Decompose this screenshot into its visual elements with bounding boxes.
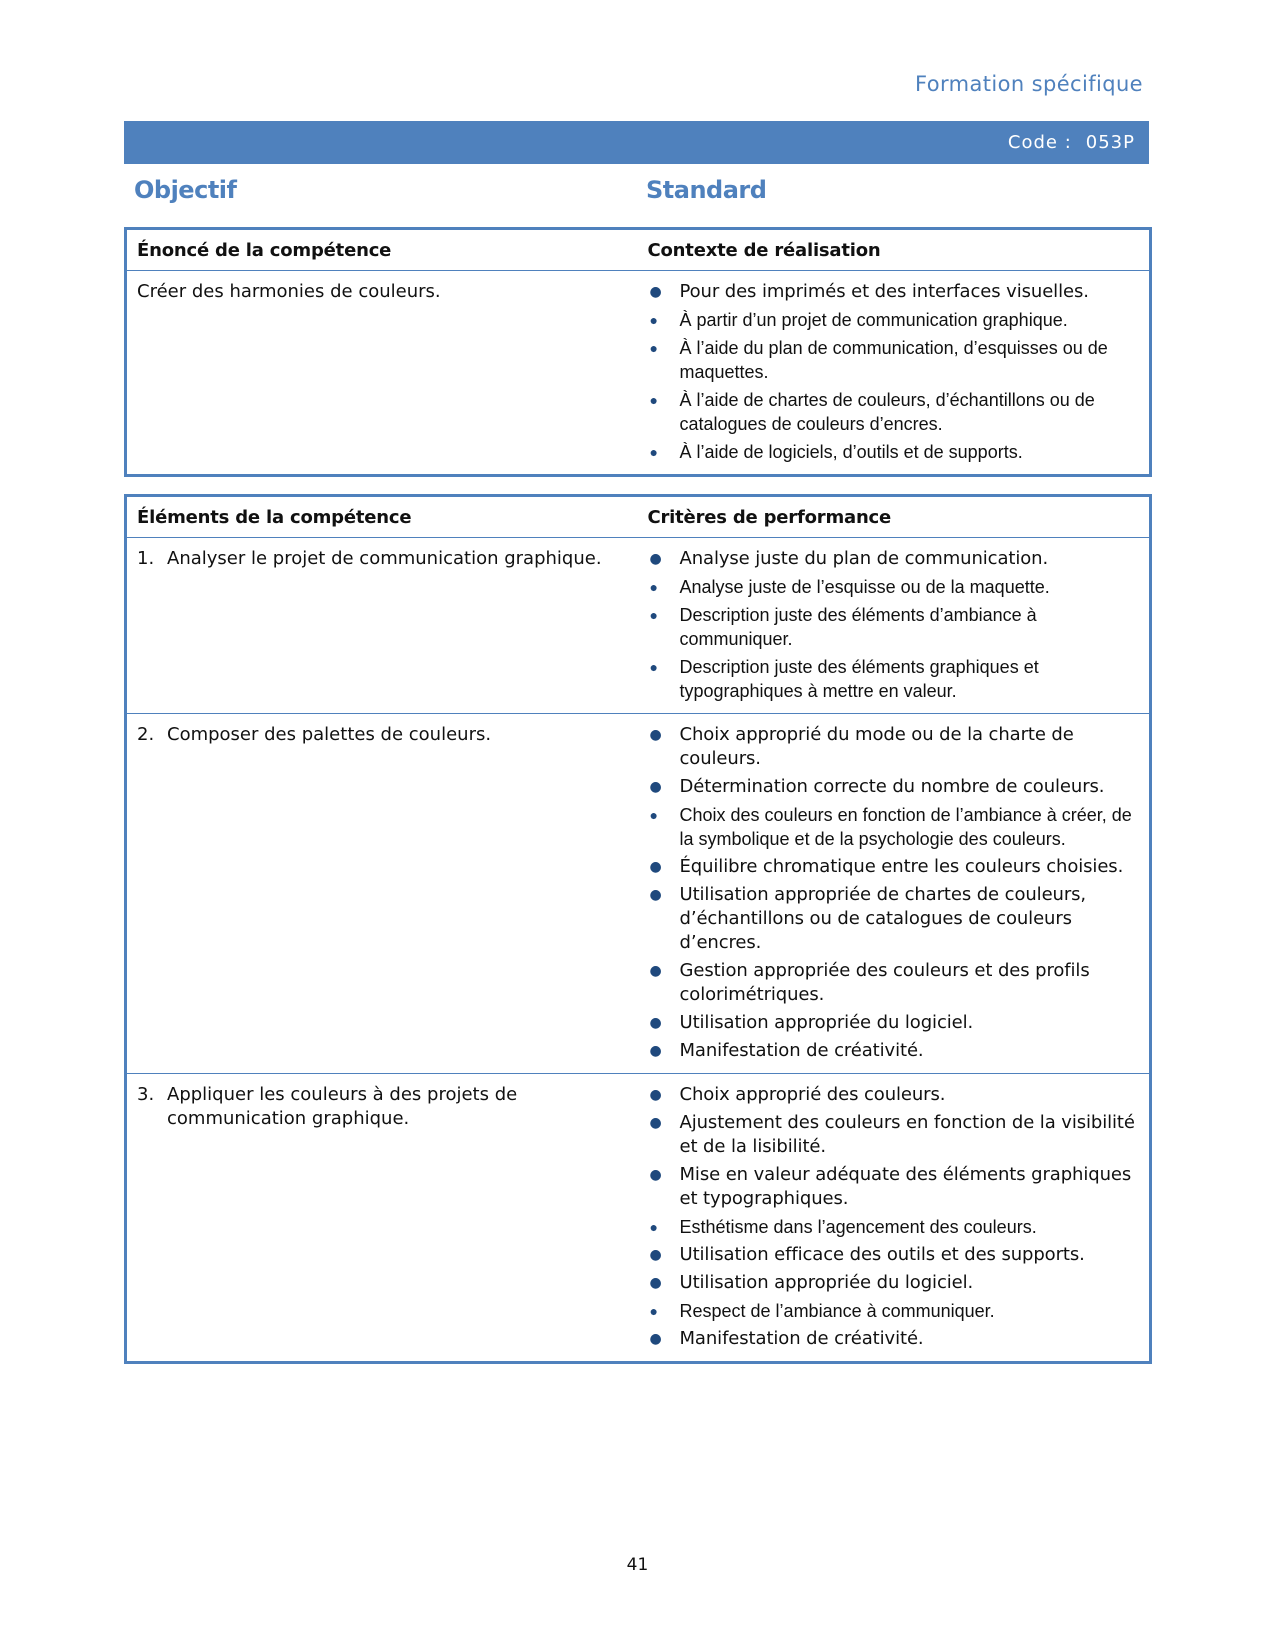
col-header-criteria: Critères de performance	[638, 496, 1151, 538]
code-value: 053P	[1085, 132, 1135, 153]
list-item: ● Manifestation de créativité.	[649, 1040, 924, 1061]
table-row	[126, 714, 1151, 1074]
bullet-icon: ●	[649, 1247, 662, 1263]
bullet-icon: ●	[649, 551, 662, 567]
competence-elements-table	[124, 494, 1152, 1364]
criteria-list	[638, 1074, 1150, 1361]
bullet-icon: ●	[649, 779, 662, 795]
bullet-icon: ●	[649, 1087, 662, 1103]
objectif-heading: Objectif	[134, 176, 237, 204]
bullet-icon: ●	[649, 859, 662, 875]
bullet-icon: ●	[649, 727, 662, 743]
bullet-icon: ●	[649, 444, 658, 460]
document-section-title: Formation spécifique	[914, 72, 1143, 96]
col-header-statement: Énoncé de la compétence	[126, 229, 638, 271]
list-item: ● Utilisation appropriée de chartes de couleurs, d’échantillons ou de catalogues de couleurs d’encres.	[649, 884, 1087, 953]
bullet-icon: ●	[649, 1115, 662, 1131]
competence-statement: Créer des harmonies de couleurs.	[137, 281, 441, 302]
list-item: ● Utilisation efficace des outils et des supports.	[649, 1244, 1085, 1265]
code-label: Code :	[1007, 132, 1072, 153]
bullet-icon: ●	[649, 887, 662, 903]
table-row	[126, 538, 1151, 714]
col-header-context: Contexte de réalisation	[638, 229, 1151, 271]
competence-statement-table	[124, 227, 1152, 477]
list-item: ● Esthétisme dans l’agencement des couleurs.	[649, 1217, 1037, 1237]
list-item: ● Détermination correcte du nombre de couleurs.	[649, 776, 1105, 797]
bullet-icon: ●	[649, 392, 658, 408]
bullet-icon: ●	[649, 1275, 662, 1291]
list-item: ● Manifestation de créativité.	[649, 1328, 924, 1349]
list-item: ● À l’aide du plan de communication, d’esquisses ou de maquettes.	[649, 338, 1108, 382]
standard-heading: Standard	[646, 176, 767, 204]
col-header-elements: Éléments de la compétence	[126, 496, 638, 538]
bullet-icon: ●	[649, 659, 658, 675]
bullet-icon: ●	[649, 340, 658, 356]
code-banner	[124, 121, 1149, 164]
list-item: ● Description juste des éléments d’ambiance à communiquer.	[649, 605, 1037, 649]
bullet-icon: ●	[649, 807, 658, 823]
bullet-icon: ●	[649, 312, 658, 328]
list-item: ● Analyse juste de l’esquisse ou de la maquette.	[649, 577, 1050, 597]
bullet-icon: ●	[649, 579, 658, 595]
context-list	[638, 271, 1150, 474]
bullet-icon: ●	[649, 1167, 662, 1183]
page-number: 41	[626, 1555, 649, 1575]
bullet-icon: ●	[649, 1303, 658, 1319]
bullet-icon: ●	[649, 963, 662, 979]
bullet-icon: ●	[649, 1015, 662, 1031]
bullet-icon: ●	[649, 1219, 658, 1235]
bullet-icon: ●	[649, 1043, 662, 1059]
table-row	[126, 1074, 1151, 1363]
list-item: ● Gestion appropriée des couleurs et des profils colorimétriques.	[649, 960, 1090, 1005]
element-3: 3. Appliquer les couleurs à des projets de communication graphique.	[137, 1084, 518, 1129]
list-item: ● Utilisation appropriée du logiciel.	[649, 1012, 974, 1033]
criteria-list	[638, 538, 1150, 713]
bullet-icon: ●	[649, 1331, 662, 1347]
list-item: ● À l’aide de logiciels, d’outils et de supports.	[649, 442, 1023, 462]
list-item: ● Analyse juste du plan de communication.	[649, 548, 1049, 569]
list-item: ● À partir d’un projet de communication graphique.	[649, 310, 1068, 330]
list-item: ● Mise en valeur adéquate des éléments graphiques et typographiques.	[649, 1164, 1132, 1209]
criteria-list	[638, 714, 1150, 1073]
list-item: ● À l’aide de chartes de couleurs, d’échantillons ou de catalogues de couleurs d’encres.	[649, 390, 1095, 434]
list-item: ● Choix approprié du mode ou de la charte de couleurs.	[649, 724, 1074, 769]
list-item: ● Ajustement des couleurs en fonction de la visibilité et de la lisibilité.	[649, 1112, 1135, 1157]
element-2: 2. Composer des palettes de couleurs.	[137, 724, 492, 745]
list-item: ● Pour des imprimés et des interfaces visuelles.	[649, 281, 1089, 302]
list-item: ● Description juste des éléments graphiques et typographiques à mettre en valeur.	[649, 657, 1039, 701]
list-item: ● Choix des couleurs en fonction de l’ambiance à créer, de la symbolique et de la psychologie des couleurs.	[649, 805, 1132, 849]
bullet-icon: ●	[649, 607, 658, 623]
list-item: ● Respect de l’ambiance à communiquer.	[649, 1301, 995, 1321]
section-titles	[124, 176, 1149, 216]
list-item: ● Équilibre chromatique entre les couleurs choisies.	[649, 856, 1124, 877]
bullet-icon: ●	[649, 284, 662, 300]
list-item: ● Utilisation appropriée du logiciel.	[649, 1272, 974, 1293]
table-row	[126, 271, 1151, 476]
list-item: ● Choix approprié des couleurs.	[649, 1084, 946, 1105]
element-1: 1. Analyser le projet de communication graphique.	[137, 548, 602, 569]
